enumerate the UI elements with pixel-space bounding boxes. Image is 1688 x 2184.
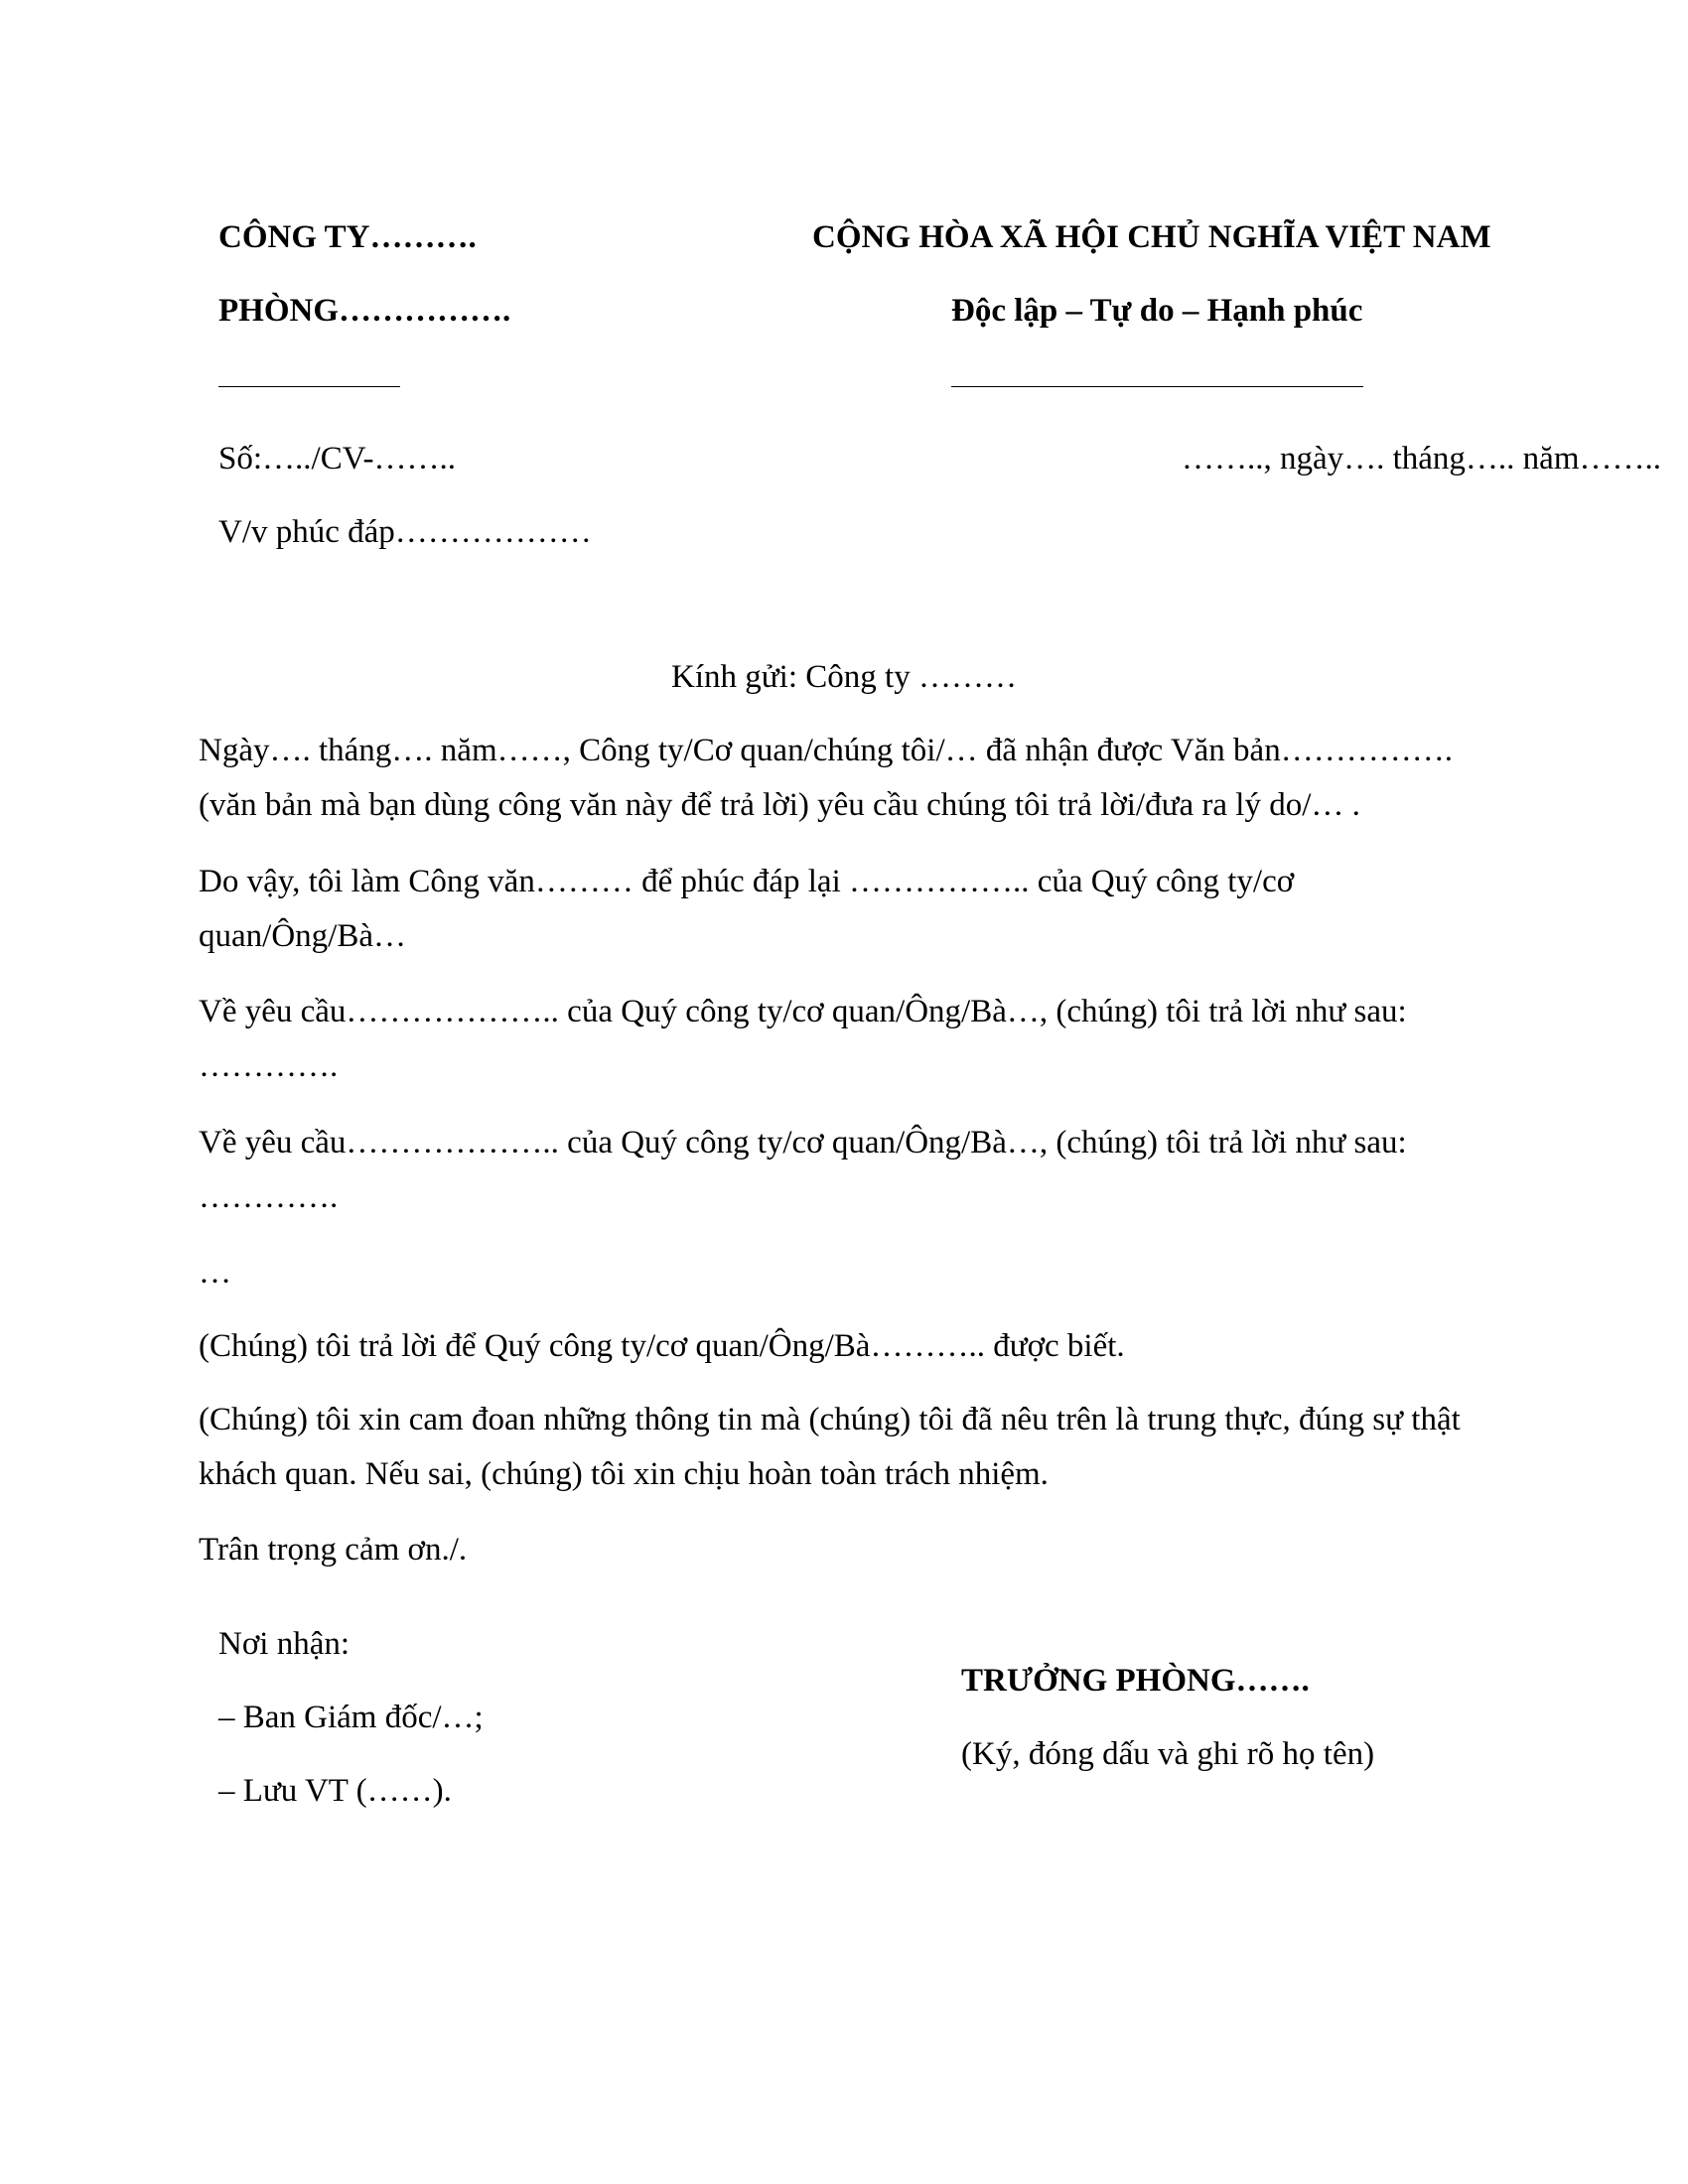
document-number: Số:…../CV-…….. bbox=[218, 441, 456, 477]
body-paragraph-4-line-1: Về yêu cầu……………….. của Quý công ty/cơ quan/Ông/Bà…, (chúng) tôi trả lời như sau: bbox=[199, 1125, 1407, 1160]
body-paragraph-7-line-1: (Chúng) tôi xin cam đoan những thông tin mà (chúng) tôi đã nêu trên là trung thực, đúng sự thật bbox=[199, 1402, 1461, 1437]
signer-title: TRƯỞNG PHÒNG……. bbox=[961, 1663, 1310, 1699]
national-motto: Độc lập – Tự do – Hạnh phúc bbox=[951, 293, 1363, 329]
recipient-line: Kính gửi: Công ty ……… bbox=[671, 659, 1017, 695]
body-paragraph-3-line-2: …………. bbox=[199, 1048, 339, 1084]
body-paragraph-3-line-1: Về yêu cầu……………….. của Quý công ty/cơ quan/Ông/Bà…, (chúng) tôi trả lời như sau: bbox=[199, 994, 1407, 1029]
department-name: PHÒNG……………. bbox=[218, 293, 511, 329]
body-paragraph-4-line-2: …………. bbox=[199, 1179, 339, 1215]
closing-line: Trân trọng cảm ơn./. bbox=[199, 1532, 468, 1568]
header-left-divider bbox=[218, 386, 400, 387]
recipient-item: – Lưu VT (……). bbox=[218, 1773, 452, 1809]
body-paragraph-6: (Chúng) tôi trả lời để Quý công ty/cơ quan/Ông/Bà……….. được biết. bbox=[199, 1328, 1125, 1364]
body-paragraph-1-line-2: (văn bản mà bạn dùng công văn này để trả lời) yêu cầu chúng tôi trả lời/đưa ra lý do/… . bbox=[199, 787, 1360, 823]
national-title: CỘNG HÒA XÃ HỘI CHỦ NGHĨA VIỆT NAM bbox=[812, 219, 1491, 255]
signer-note: (Ký, đóng dấu và ghi rõ họ tên) bbox=[961, 1736, 1375, 1772]
place-date: …….., ngày…. tháng….. năm…….. bbox=[1181, 441, 1661, 477]
recipient-item: – Ban Giám đốc/…; bbox=[218, 1700, 484, 1735]
body-paragraph-1-line-1: Ngày…. tháng…. năm……, Công ty/Cơ quan/chúng tôi/… đã nhận được Văn bản……………. bbox=[199, 733, 1453, 768]
body-paragraph-5: … bbox=[199, 1255, 231, 1291]
company-name: CÔNG TY………. bbox=[218, 219, 477, 255]
body-paragraph-2-line-2: quan/Ông/Bà… bbox=[199, 918, 406, 954]
document-subject: V/v phúc đáp……………… bbox=[218, 514, 592, 550]
body-paragraph-7-line-2: khách quan. Nếu sai, (chúng) tôi xin chịu hoàn toàn trách nhiệm. bbox=[199, 1456, 1049, 1492]
body-paragraph-2-line-1: Do vậy, tôi làm Công văn……… để phúc đáp lại …………….. của Quý công ty/cơ bbox=[199, 864, 1295, 899]
header-right-divider bbox=[951, 386, 1363, 387]
recipients-label: Nơi nhận: bbox=[218, 1626, 351, 1662]
